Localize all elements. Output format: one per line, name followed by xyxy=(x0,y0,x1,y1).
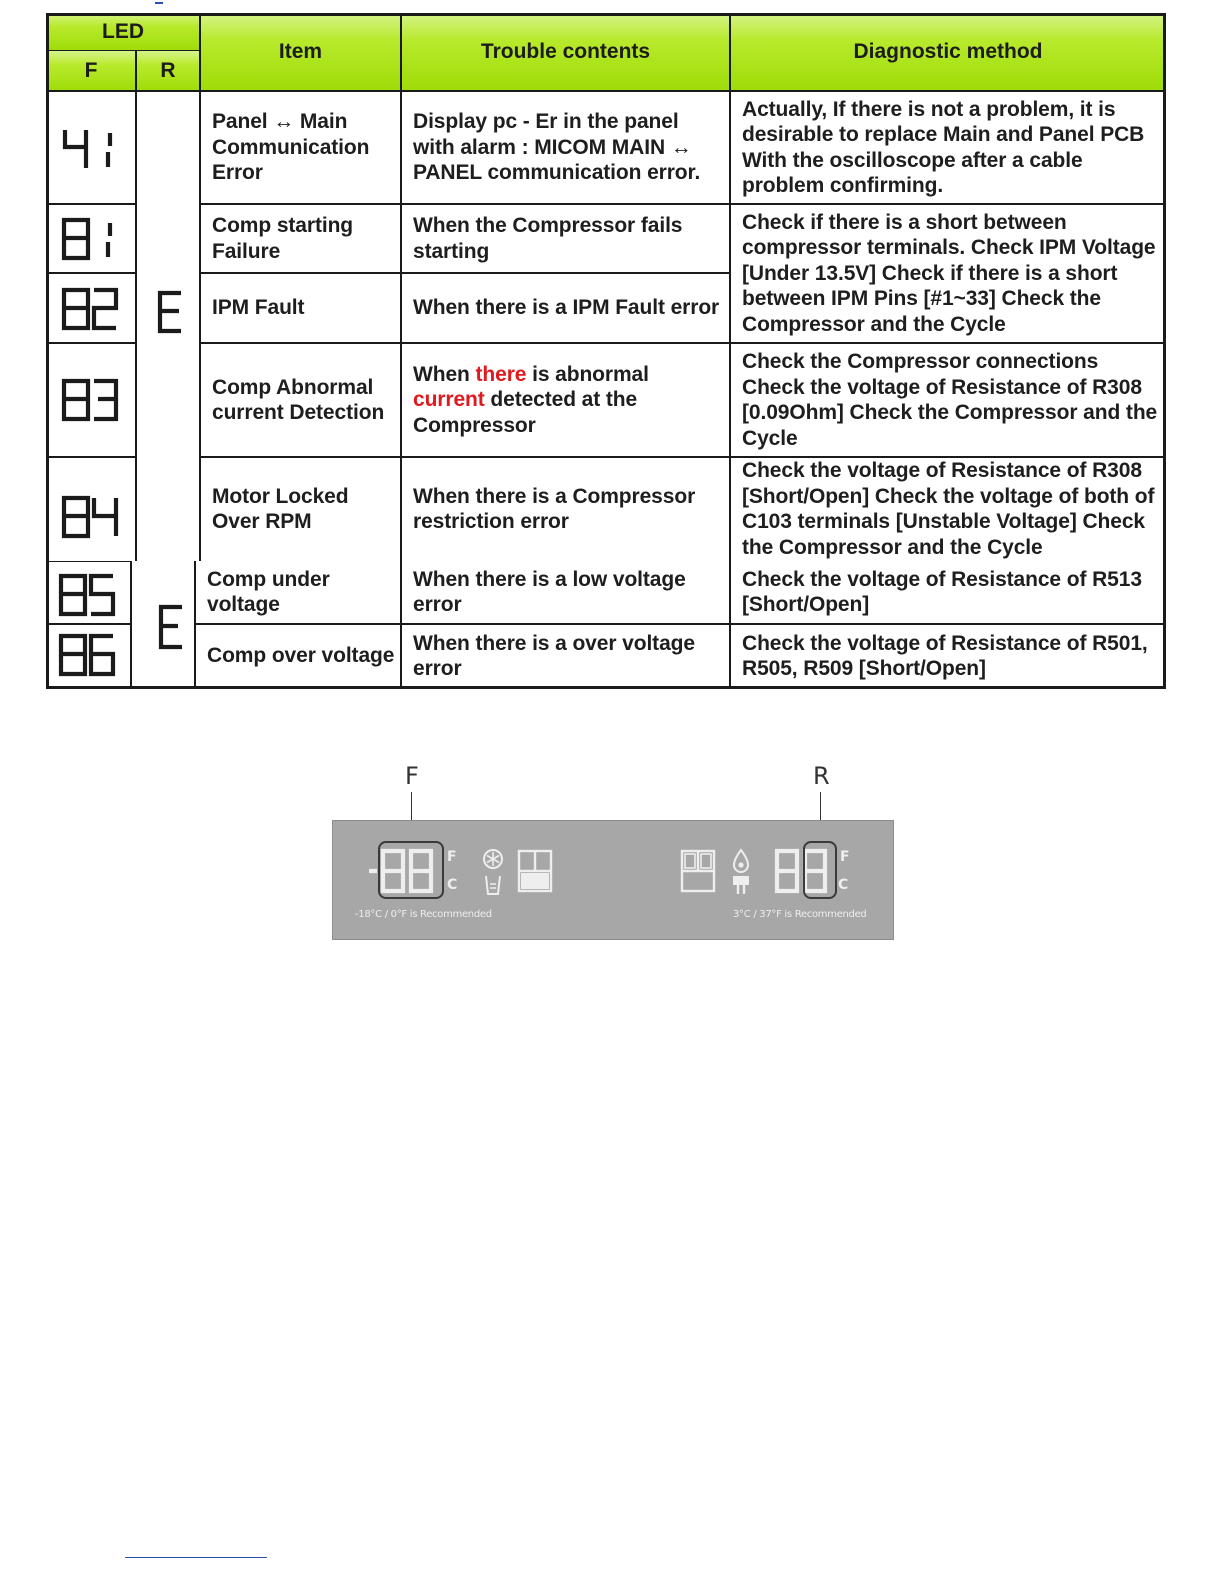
trouble-41: Display pc - Er in the panel with alarm : MICOM MAIN ↔ PANEL communication error. xyxy=(413,110,701,185)
header-f-label: F xyxy=(84,59,98,82)
header-led-label: LED xyxy=(102,20,144,43)
col-f xyxy=(135,91,137,561)
row-sep-83b xyxy=(200,456,1166,458)
label-r: R xyxy=(813,762,830,790)
label-f: F xyxy=(405,762,419,790)
led-code-83 xyxy=(60,378,122,422)
fridge-unit-c: C xyxy=(838,877,849,893)
seg-82 xyxy=(60,287,122,331)
seg-84 xyxy=(60,495,122,539)
header-r-label: R xyxy=(160,59,176,82)
border-bottom xyxy=(46,686,1166,689)
border-right xyxy=(1163,13,1166,689)
seg-83 xyxy=(60,378,122,422)
error-code-table xyxy=(46,13,1166,689)
item-82: IPM Fault xyxy=(212,296,305,320)
header-item-label: Item xyxy=(278,40,323,63)
item-41: Panel ↔ Main Communication Error xyxy=(212,110,370,185)
led-code-86 xyxy=(57,633,119,677)
col-trouble xyxy=(729,13,731,689)
item-83: Comp Abnormal current Detection xyxy=(212,375,385,424)
row-sep-82 xyxy=(46,342,136,344)
diagnostic-86: Check the voltage of Resistance of R501, R505, R509 [Short/Open] xyxy=(742,631,1148,680)
row-sep-83 xyxy=(46,456,136,458)
control-panel-figure xyxy=(332,762,896,942)
header-bottom xyxy=(46,90,1166,92)
seg-85 xyxy=(57,573,119,617)
led-code-r-upper xyxy=(155,290,185,334)
led-sub-line xyxy=(46,50,200,51)
row-sep-41 xyxy=(46,203,136,205)
footer-link-rule xyxy=(125,1557,267,1558)
freezer-recommend-note: -18°C / 0°F is Recommended xyxy=(355,909,492,920)
trouble-84: When there is a Compressor restriction error xyxy=(413,484,696,533)
row-sep-85b xyxy=(194,623,1166,625)
diagnostic-84: Check the voltage of Resistance of R308 [Short/Open] Check the voltage of both of C103 terminals [Unstable Voltage] Check the Compressor and the Cycle xyxy=(742,459,1155,559)
freezer-unit-f: F xyxy=(447,849,457,865)
col-item xyxy=(400,13,402,689)
power-freeze-icon xyxy=(481,848,505,896)
top-link-mark xyxy=(155,2,163,4)
freezer-display-frame xyxy=(378,841,444,899)
trouble-82: When there is a IPM Fault error xyxy=(413,296,720,320)
fridge-display-frame xyxy=(803,841,837,899)
header-led xyxy=(46,13,200,51)
trouble-85: When there is a low voltage error xyxy=(413,567,686,616)
freezer-door-icon xyxy=(517,849,553,893)
header-diagnostic xyxy=(730,13,1166,91)
diagnostic-83: Check the Compressor connections Check the voltage of Resistance of R308 [0.09Ohm] Check the Compressor and the Cycle xyxy=(742,350,1158,450)
led-code-r-lower xyxy=(156,604,186,650)
header-f xyxy=(46,51,136,91)
trouble-86: When there is a over voltage error xyxy=(413,631,695,680)
border-left xyxy=(46,13,49,689)
led-code-41 xyxy=(60,127,122,171)
led-code-81 xyxy=(60,217,122,261)
fridge-unit-f: F xyxy=(840,849,850,865)
seg-86 xyxy=(57,633,119,677)
item-86: Comp over voltage xyxy=(207,644,395,668)
seg-41 xyxy=(60,127,122,171)
item-84: Motor Locked Over RPM xyxy=(212,484,349,533)
item-85: Comp under voltage xyxy=(207,567,330,616)
freezer-unit-c: C xyxy=(447,877,458,893)
led-code-84 xyxy=(60,495,122,539)
row-sep-82b xyxy=(200,342,1166,344)
led-code-85 xyxy=(57,573,119,617)
col-r xyxy=(199,13,201,561)
header-diagnostic-label: Diagnostic method xyxy=(853,40,1043,63)
led-code-82 xyxy=(60,287,122,331)
fridge-recommend-note: 3°C / 37°F is Recommended xyxy=(733,909,867,920)
diagnostic-81-82: Check if there is a short between compressor terminals. Check IPM Voltage [Under 13.5V] Check if there is a short between IPM Pins [#1~33] Check the Compressor and the Cycle xyxy=(742,210,1156,336)
trouble-83: When there is abnormal current detected at the Compressor xyxy=(413,362,649,437)
seg-e-lower xyxy=(156,604,186,650)
row-sep-81b xyxy=(200,272,730,274)
col-f-lower xyxy=(130,561,132,687)
display-panel xyxy=(332,820,894,940)
row-sep-81 xyxy=(46,272,136,274)
seg-81 xyxy=(60,217,122,261)
header-r xyxy=(136,51,200,91)
seg-e-upper xyxy=(155,290,185,334)
trouble-81: When the Compressor fails starting xyxy=(413,214,683,263)
header-trouble-label: Trouble contents xyxy=(480,40,651,63)
water-drop-icon xyxy=(731,848,751,896)
col-fr-header xyxy=(135,51,137,91)
border-top xyxy=(46,13,1166,16)
row-sep-84 xyxy=(46,561,130,562)
header-item xyxy=(200,13,401,91)
row-sep-85 xyxy=(46,623,130,625)
diagnostic-85: Check the voltage of Resistance of R513 [Short/Open] xyxy=(742,567,1142,616)
item-81: Comp starting Failure xyxy=(212,214,354,263)
row-sep-41b xyxy=(200,203,1166,205)
header-trouble xyxy=(401,13,730,91)
fridge-door-icon xyxy=(680,849,716,893)
diagnostic-41: Actually, If there is not a problem, it is desirable to replace Main and Panel PCB With the oscilloscope after a cable problem confirming. xyxy=(742,97,1145,197)
